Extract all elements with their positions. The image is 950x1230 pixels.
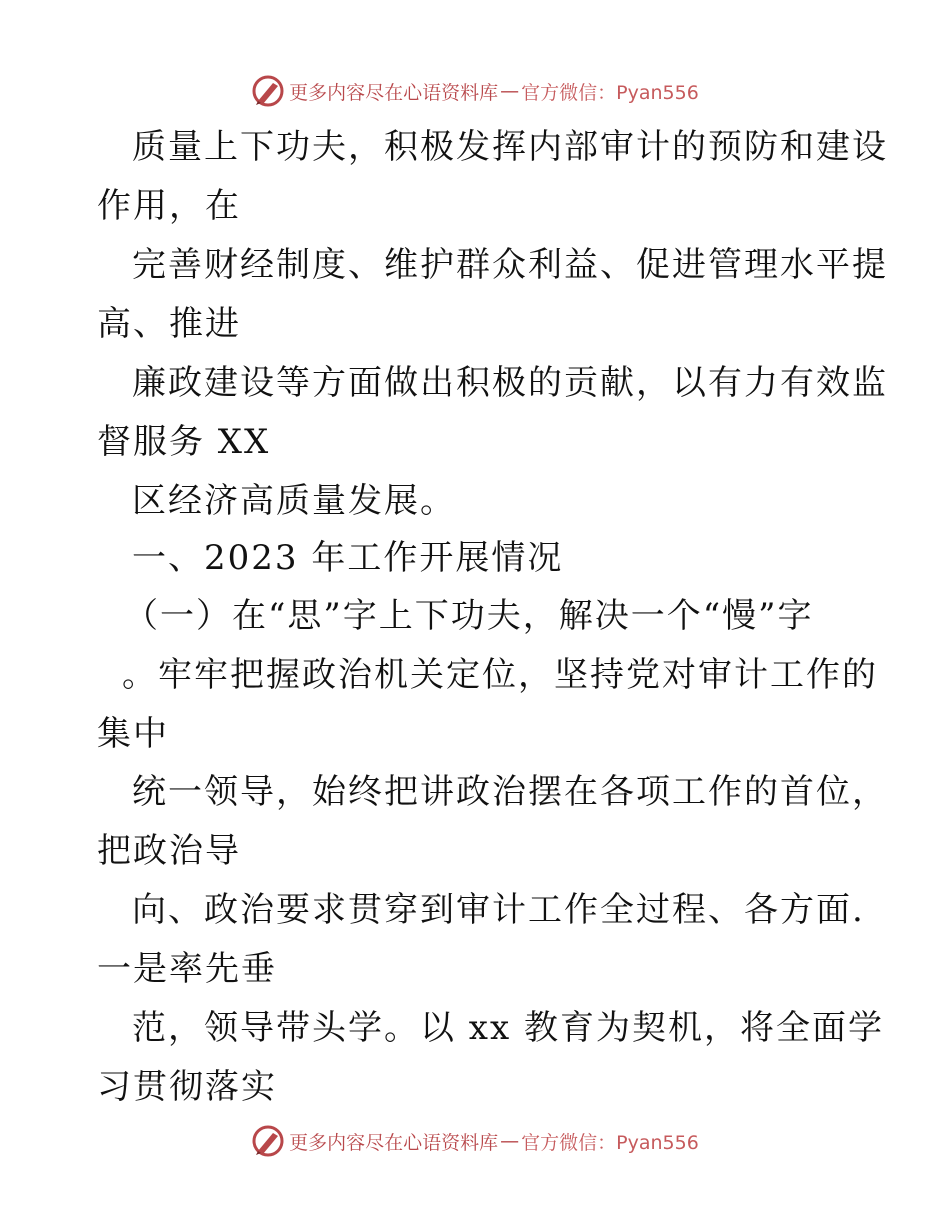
banner-text: 更多内容尽在心语资料库 [289,81,499,104]
banner-text: 更多内容尽在心语资料库 [289,1131,499,1154]
banner-wechat: 官方微信：Pyan556 [521,81,699,104]
body-line: 完善财经制度、维护群众利益、促进管理水平提 [132,245,888,285]
body-line: 向、政治要求贯穿到审计工作全过程、各方面. [132,890,865,930]
body-line: 把政治导 [97,831,241,871]
body-line: 区经济高质量发展。 [132,481,456,521]
body-line: （一）在“思”字上下功夫，解决一个“慢”字 [124,596,814,636]
body-line: 督服务 XX [97,422,271,462]
body-line: 集中 [97,714,169,754]
pen-logo-icon [251,1124,285,1158]
banner-separator: — [500,80,520,102]
body-line: 范，领导带头学。以 xx 教育为契机，将全面学 [132,1008,884,1048]
body-line: 统一领导，始终把讲政治摆在各项工作的首位， [132,772,888,812]
banner-wechat: 官方微信：Pyan556 [521,1131,699,1154]
body-line: 。牢牢把握政治机关定位，坚持党对审计工作的 [122,655,878,695]
body-line: 习贯彻落实 [97,1067,277,1107]
body-line: 作用，在 [97,186,241,226]
body-line: 廉政建设等方面做出积极的贡献，以有力有效监 [132,363,888,403]
body-line: 高、推进 [97,304,241,344]
body-line: 质量上下功夫，积极发挥内部审计的预防和建设 [132,127,888,167]
banner-separator: — [500,1130,520,1152]
body-line: 一是率先垂 [97,949,277,989]
section-heading: 一、2023 年工作开展情况 [132,538,564,578]
footer-banner [0,1121,950,1161]
